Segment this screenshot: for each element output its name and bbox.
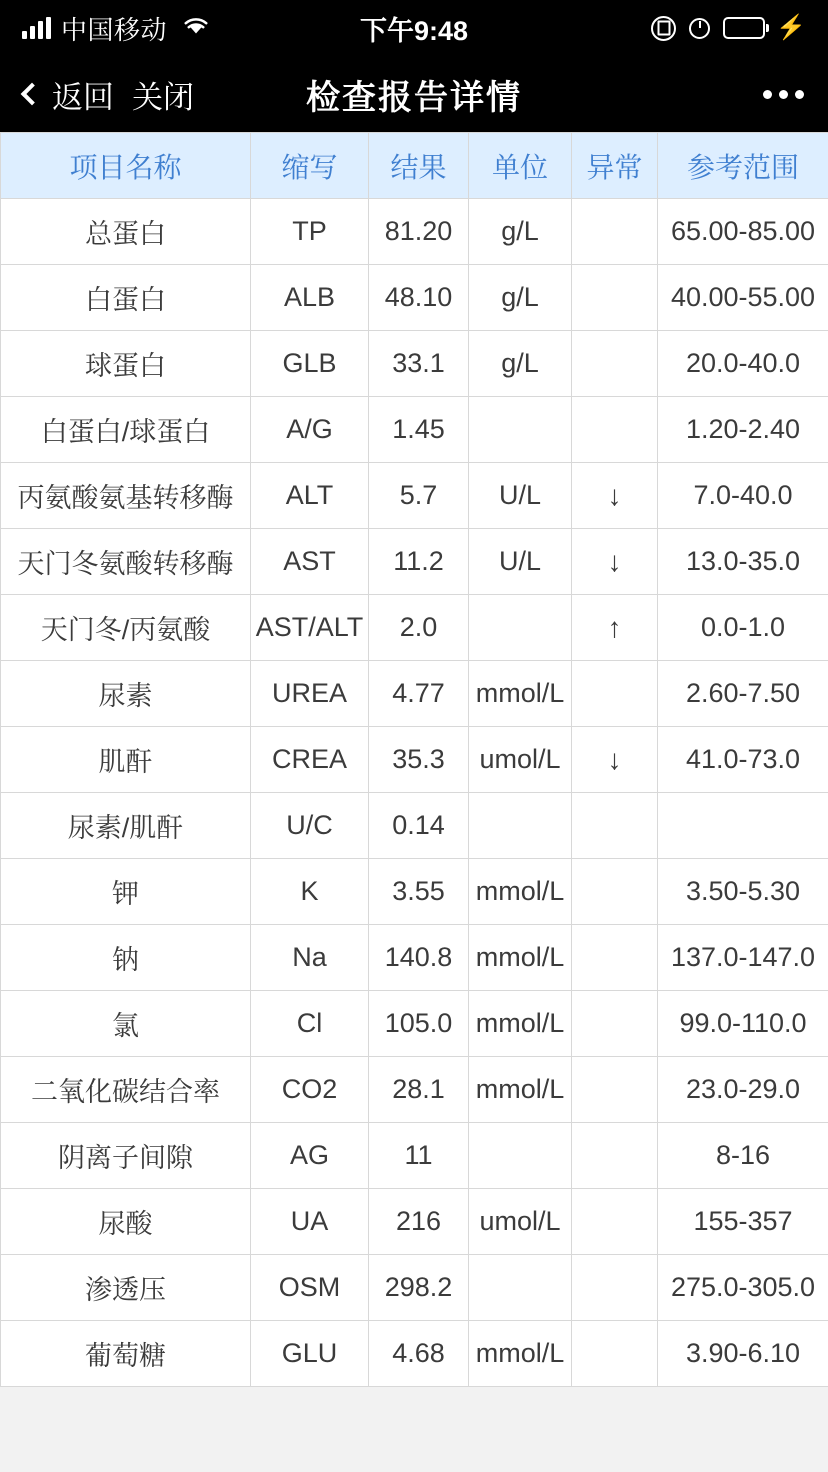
cell-abnormal-flag xyxy=(572,1321,658,1387)
signal-bars-icon xyxy=(22,17,51,39)
cell-abnormal-flag: ↑ xyxy=(572,595,658,661)
table-row xyxy=(1,859,828,925)
cell-result: 5.7 xyxy=(369,463,469,529)
table-row xyxy=(1,991,828,1057)
column-header-unit: 单位 xyxy=(469,133,572,199)
cell-unit: g/L xyxy=(469,199,572,265)
cell-unit xyxy=(469,1123,572,1189)
cell-abbreviation: Cl xyxy=(251,991,369,1057)
cell-abnormal-flag xyxy=(572,793,658,859)
cell-item-name: 钾 xyxy=(1,859,251,925)
cell-unit xyxy=(469,595,572,661)
cell-result: 2.0 xyxy=(369,595,469,661)
cell-item-name: 尿素/肌酐 xyxy=(1,793,251,859)
column-header-name: 项目名称 xyxy=(1,133,251,199)
cell-result: 4.77 xyxy=(369,661,469,727)
cell-result: 216 xyxy=(369,1189,469,1255)
cell-abbreviation: CO2 xyxy=(251,1057,369,1123)
cell-result: 35.3 xyxy=(369,727,469,793)
status-bar-right xyxy=(651,16,806,41)
cell-abnormal-flag xyxy=(572,265,658,331)
cell-item-name: 天门冬氨酸转移酶 xyxy=(1,529,251,595)
cell-result: 4.68 xyxy=(369,1321,469,1387)
cell-reference-range: 3.90-6.10 xyxy=(658,1321,828,1387)
cell-unit: umol/L xyxy=(469,727,572,793)
battery-icon xyxy=(723,17,765,39)
cell-item-name: 白蛋白/球蛋白 xyxy=(1,397,251,463)
cell-item-name: 尿酸 xyxy=(1,1189,251,1255)
cell-abnormal-flag: ↓ xyxy=(572,463,658,529)
cell-reference-range xyxy=(658,793,828,859)
cell-unit: mmol/L xyxy=(469,1321,572,1387)
cell-result: 28.1 xyxy=(369,1057,469,1123)
cell-reference-range: 155-357 xyxy=(658,1189,828,1255)
status-time: 下午9:48 xyxy=(359,15,469,46)
cell-unit: mmol/L xyxy=(469,859,572,925)
status-bar-left xyxy=(22,10,211,47)
cell-abnormal-flag: ↓ xyxy=(572,727,658,793)
cell-reference-range: 40.00-55.00 xyxy=(658,265,828,331)
orientation-lock-icon xyxy=(651,16,676,41)
cell-reference-range: 23.0-29.0 xyxy=(658,1057,828,1123)
cell-abbreviation: U/C xyxy=(251,793,369,859)
column-header-flag: 异常 xyxy=(572,133,658,199)
table-row xyxy=(1,1189,828,1255)
cell-item-name: 白蛋白 xyxy=(1,265,251,331)
cell-unit: mmol/L xyxy=(469,991,572,1057)
cell-abbreviation: A/G xyxy=(251,397,369,463)
cell-abnormal-flag xyxy=(572,925,658,991)
cell-reference-range: 65.00-85.00 xyxy=(658,199,828,265)
more-dots-icon[interactable] xyxy=(763,90,804,99)
cell-unit: mmol/L xyxy=(469,925,572,991)
table-body xyxy=(1,199,828,1387)
nav-bar xyxy=(0,56,828,132)
cell-unit: g/L xyxy=(469,331,572,397)
cell-abnormal-flag xyxy=(572,661,658,727)
cell-reference-range: 41.0-73.0 xyxy=(658,727,828,793)
cell-item-name: 天门冬/丙氨酸 xyxy=(1,595,251,661)
cell-abnormal-flag xyxy=(572,1255,658,1321)
back-button-label: 返回 xyxy=(52,79,114,115)
cell-reference-range: 1.20-2.40 xyxy=(658,397,828,463)
cell-reference-range: 8-16 xyxy=(658,1123,828,1189)
wifi-icon xyxy=(181,14,211,43)
close-button[interactable]: 关闭 xyxy=(132,79,194,115)
cell-result: 48.10 xyxy=(369,265,469,331)
table-row xyxy=(1,1255,828,1321)
cell-abbreviation: GLB xyxy=(251,331,369,397)
status-bar xyxy=(0,0,828,56)
cell-result: 81.20 xyxy=(369,199,469,265)
cell-item-name: 钠 xyxy=(1,925,251,991)
cell-abnormal-flag xyxy=(572,1123,658,1189)
table-row xyxy=(1,793,828,859)
page-bottom-filler xyxy=(0,1387,828,1472)
cell-result: 105.0 xyxy=(369,991,469,1057)
cell-abbreviation: OSM xyxy=(251,1255,369,1321)
cell-abbreviation: UA xyxy=(251,1189,369,1255)
cell-reference-range: 7.0-40.0 xyxy=(658,463,828,529)
table-row xyxy=(1,595,828,661)
table-row xyxy=(1,331,828,397)
cell-abbreviation: K xyxy=(251,859,369,925)
cell-abnormal-flag xyxy=(572,397,658,463)
cell-item-name: 阴离子间隙 xyxy=(1,1123,251,1189)
table-row xyxy=(1,199,828,265)
table-row xyxy=(1,925,828,991)
cell-result: 3.55 xyxy=(369,859,469,925)
cell-abbreviation: AST/ALT xyxy=(251,595,369,661)
carrier-label: 中国移动 xyxy=(61,14,168,45)
cell-abnormal-flag xyxy=(572,331,658,397)
cell-abbreviation: CREA xyxy=(251,727,369,793)
cell-reference-range: 20.0-40.0 xyxy=(658,331,828,397)
table-row xyxy=(1,265,828,331)
column-header-abbr: 缩写 xyxy=(251,133,369,199)
table-row xyxy=(1,1057,828,1123)
cell-abnormal-flag xyxy=(572,859,658,925)
cell-reference-range: 3.50-5.30 xyxy=(658,859,828,925)
lab-report-table xyxy=(0,132,828,1387)
cell-unit xyxy=(469,1255,572,1321)
table-row xyxy=(1,463,828,529)
cell-abnormal-flag: ↓ xyxy=(572,529,658,595)
cell-item-name: 总蛋白 xyxy=(1,199,251,265)
cell-result: 140.8 xyxy=(369,925,469,991)
cell-unit xyxy=(469,397,572,463)
table-row xyxy=(1,397,828,463)
cell-item-name: 肌酐 xyxy=(1,727,251,793)
cell-abbreviation: AST xyxy=(251,529,369,595)
cell-item-name: 球蛋白 xyxy=(1,331,251,397)
cell-unit: umol/L xyxy=(469,1189,572,1255)
chevron-left-icon xyxy=(21,83,44,106)
cell-unit xyxy=(469,793,572,859)
cell-abnormal-flag xyxy=(572,1057,658,1123)
column-header-ref: 参考范围 xyxy=(658,133,828,199)
table-row xyxy=(1,661,828,727)
cell-item-name: 丙氨酸氨基转移酶 xyxy=(1,463,251,529)
cell-result: 298.2 xyxy=(369,1255,469,1321)
cell-unit: U/L xyxy=(469,463,572,529)
cell-unit: mmol/L xyxy=(469,1057,572,1123)
cell-abnormal-flag xyxy=(572,991,658,1057)
cell-abbreviation: ALB xyxy=(251,265,369,331)
alarm-clock-icon xyxy=(687,16,712,41)
nav-bar-left xyxy=(24,72,194,117)
table-header-row xyxy=(1,133,828,199)
page-title: 检查报告详情 xyxy=(306,78,522,117)
cell-result: 0.14 xyxy=(369,793,469,859)
column-header-result: 结果 xyxy=(369,133,469,199)
cell-abbreviation: ALT xyxy=(251,463,369,529)
cell-unit: U/L xyxy=(469,529,572,595)
cell-abnormal-flag xyxy=(572,1189,658,1255)
cell-reference-range: 0.0-1.0 xyxy=(658,595,828,661)
cell-reference-range: 13.0-35.0 xyxy=(658,529,828,595)
table-header xyxy=(1,133,828,199)
cell-unit: g/L xyxy=(469,265,572,331)
cell-abbreviation: GLU xyxy=(251,1321,369,1387)
cell-abbreviation: AG xyxy=(251,1123,369,1189)
cell-item-name: 葡萄糖 xyxy=(1,1321,251,1387)
cell-abbreviation: Na xyxy=(251,925,369,991)
cell-abnormal-flag xyxy=(572,199,658,265)
table-row xyxy=(1,529,828,595)
cell-reference-range: 137.0-147.0 xyxy=(658,925,828,991)
table-row xyxy=(1,727,828,793)
cell-unit: mmol/L xyxy=(469,661,572,727)
cell-abbreviation: TP xyxy=(251,199,369,265)
cell-reference-range: 275.0-305.0 xyxy=(658,1255,828,1321)
table-row xyxy=(1,1123,828,1189)
cell-item-name: 渗透压 xyxy=(1,1255,251,1321)
back-button[interactable] xyxy=(24,72,114,117)
cell-result: 33.1 xyxy=(369,331,469,397)
cell-reference-range: 2.60-7.50 xyxy=(658,661,828,727)
cell-item-name: 尿素 xyxy=(1,661,251,727)
cell-abbreviation: UREA xyxy=(251,661,369,727)
cell-result: 11 xyxy=(369,1123,469,1189)
cell-result: 1.45 xyxy=(369,397,469,463)
charging-bolt-icon: ⚡ xyxy=(776,14,806,41)
cell-result: 11.2 xyxy=(369,529,469,595)
cell-item-name: 二氧化碳结合率 xyxy=(1,1057,251,1123)
cell-reference-range: 99.0-110.0 xyxy=(658,991,828,1057)
table-row xyxy=(1,1321,828,1387)
cell-item-name: 氯 xyxy=(1,991,251,1057)
